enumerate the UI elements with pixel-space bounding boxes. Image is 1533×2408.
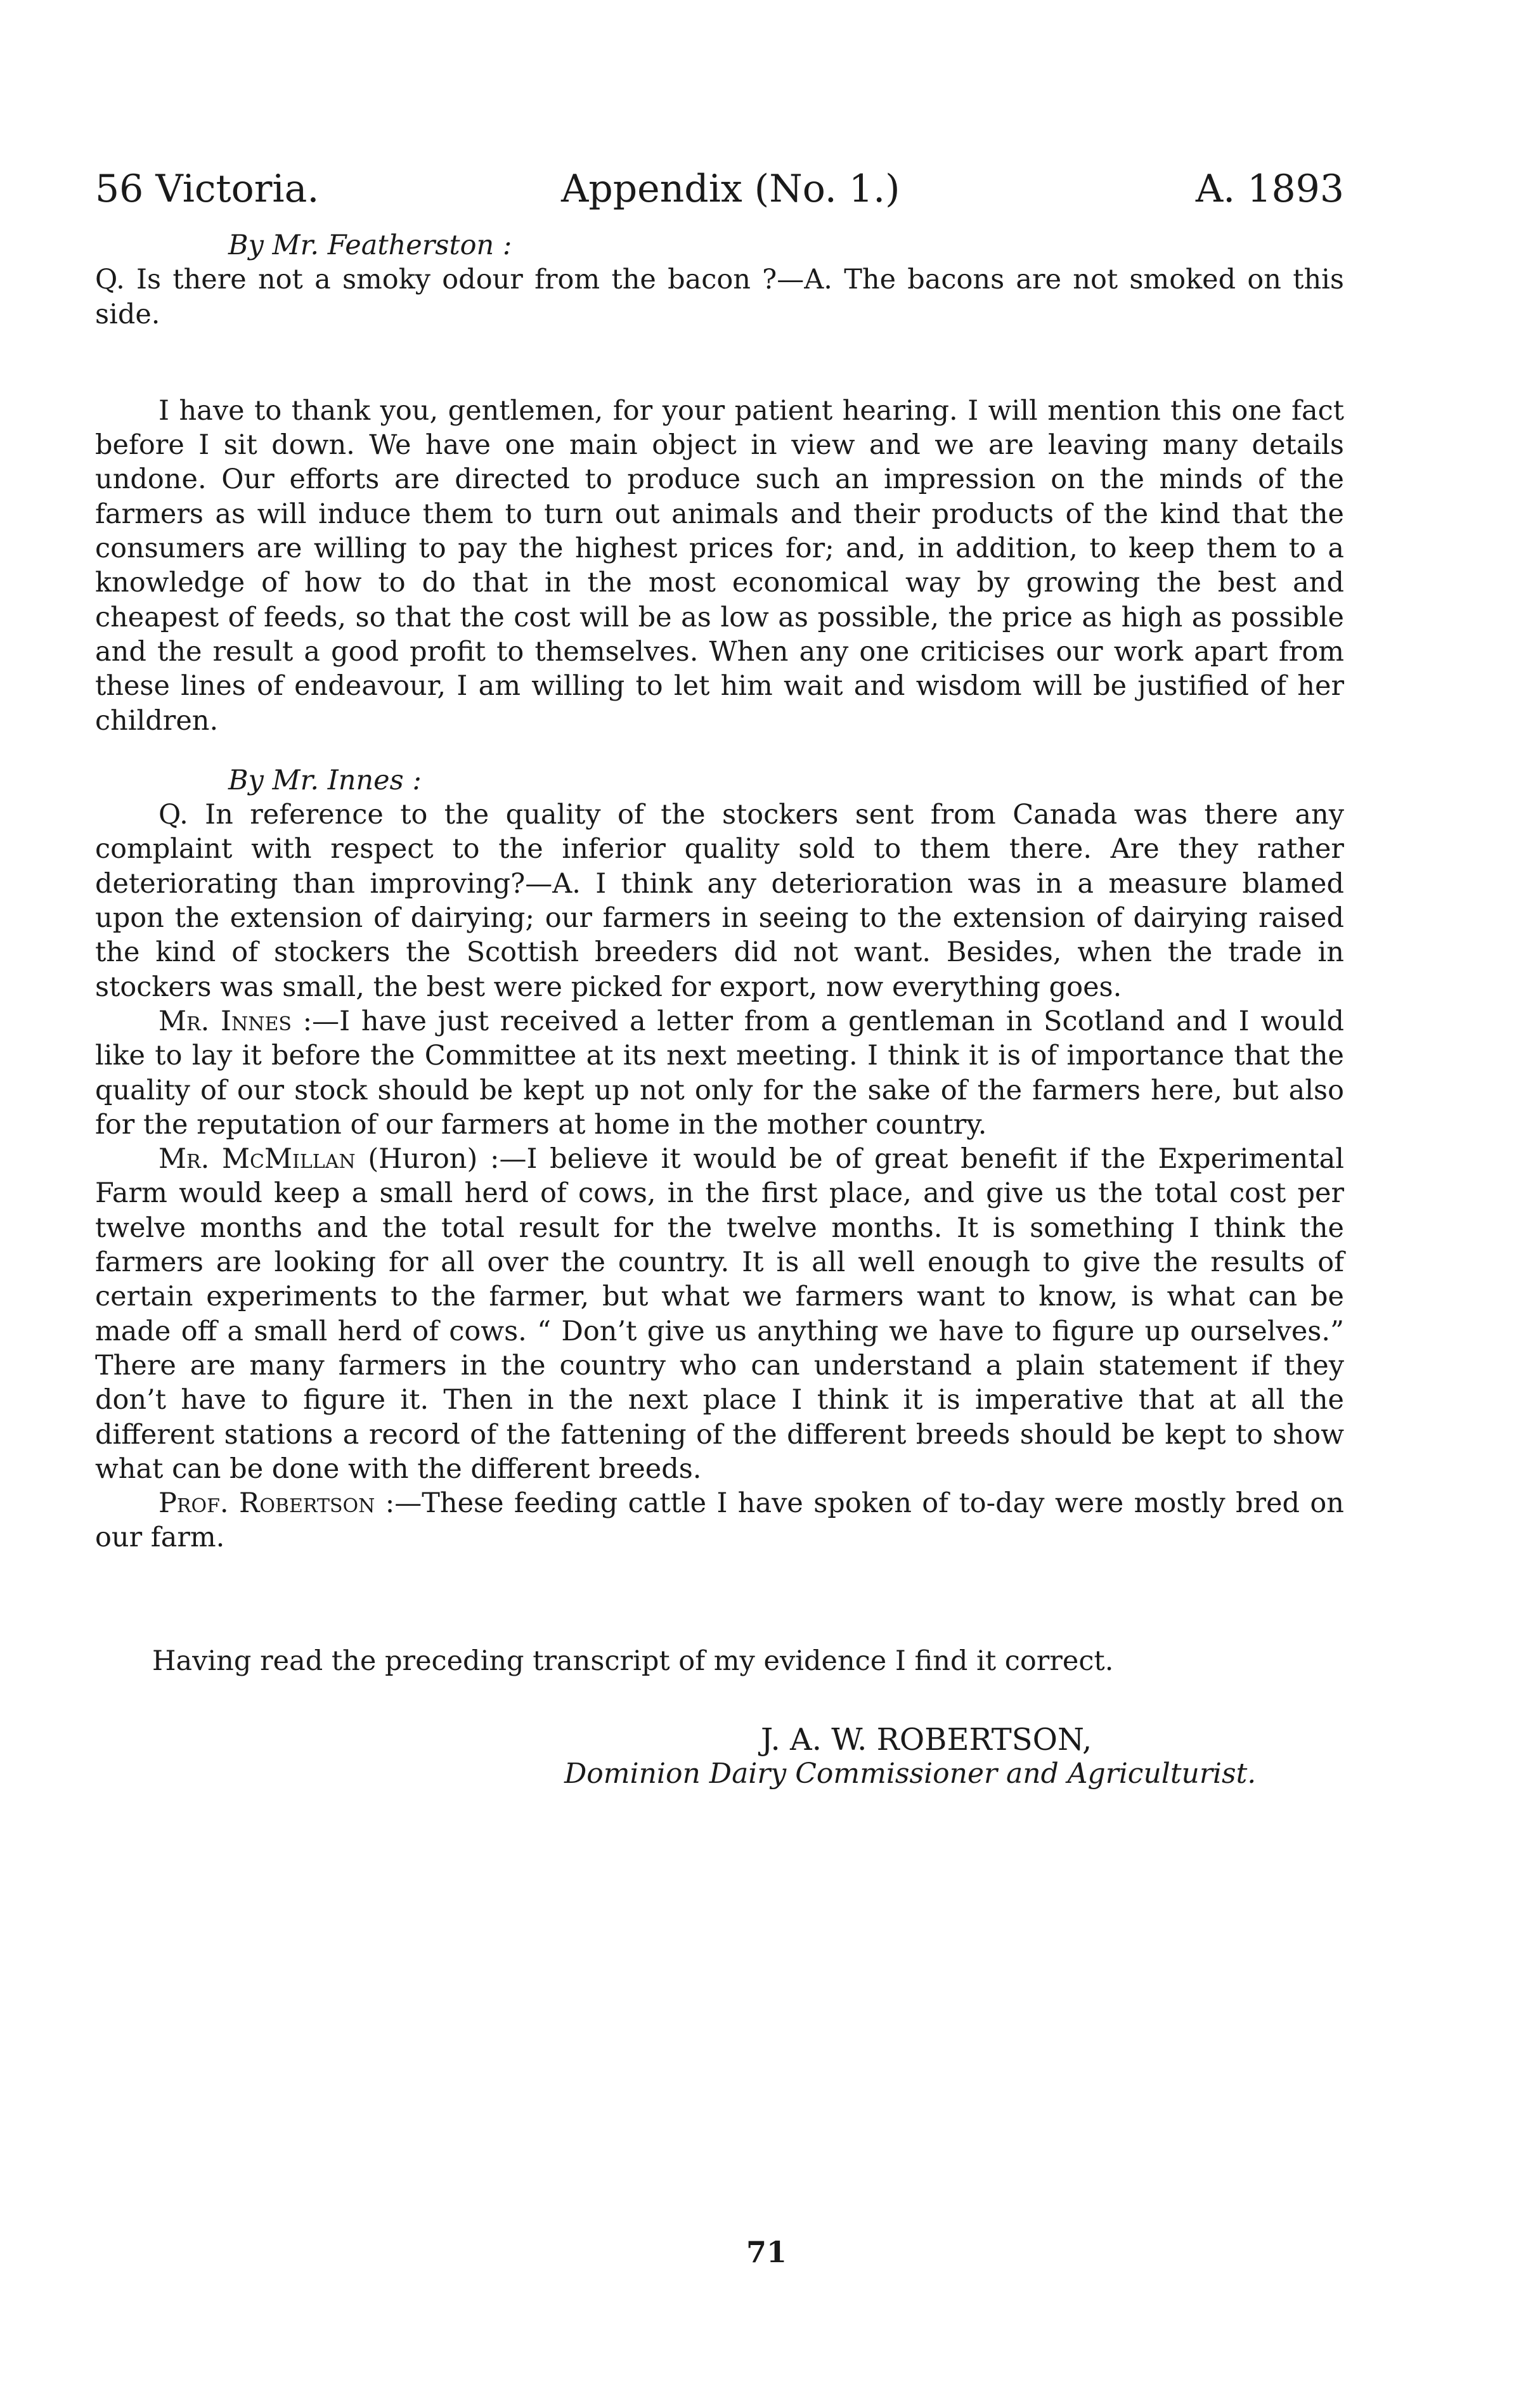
statement-robertson xyxy=(95,1486,1344,1555)
statement-robertson-text: :—These feeding cattle I have spoken of to-day were mostly bred on our farm. xyxy=(95,1487,1344,1554)
page-header xyxy=(95,164,1344,214)
header-session: 56 Victoria. xyxy=(95,167,320,211)
signature-name: J. A. W. ROBERTSON, xyxy=(761,1721,1092,1757)
header-year: A. 1893 xyxy=(1195,167,1344,211)
statement-innes-text: :—I have just received a letter from a gentleman in Scotland and I would like to lay it before the Committee at its next meeting. I think it is of importance that the quality of our stock should be kept up not only for the sake of the farmers here, but also for the reputation of our farmers at home in the mother country. xyxy=(95,1005,1345,1141)
page-number: 71 xyxy=(746,2235,787,2269)
header-appendix: Appendix (No. 1.) xyxy=(561,167,900,211)
statement-mcmillan-text: (Huron) :—I believe it would be of great benefit if the Experimental Farm would keep a small herd of cows, in the first place, and give us the total cost per twelve months and the total result for the twelve months. It is something I think the farmers are looking for all over the country. It is all well enough to give the results of certain experiments to the farmer, but what we farmers want to know, is what can be made off a small herd of cows. “ Don’t give us anything we have to figure up ourselves.” There are many farmers in the country who can understand a plain statement if they don’t have to figure it. Then in the next place I think it is imperative that at all the different stations a record of the fattening of the different breeds should be kept to show what can be done with the different breeds. xyxy=(95,1143,1344,1485)
speaker-innes: Mr. Innes xyxy=(158,1005,292,1037)
body-text xyxy=(95,228,1344,1792)
attestation: Having read the preceding transcript of my evidence I find it correct. xyxy=(152,1645,1114,1677)
question-featherston: Q. Is there not a smoky odour from the bacon ?—A. The bacons are not smoked on this side. xyxy=(95,264,1344,330)
question-innes: Q. In reference to the quality of the stockers sent from Canada was there any complaint with respect to the inferior quality sold to them there. Are they rather deteriorating than improving?—A. I think any deterioration was in a measure blamed upon the extension of dairying; our farmers in seeing to the extension of dairying raised the kind of stockers the Scottish breeders did not want. Besides, when the trade in stockers was small, the best were picked for export, now everything goes. xyxy=(95,799,1344,1003)
byline-featherston: By Mr. Featherston : xyxy=(228,230,512,261)
statement-mcmillan xyxy=(95,1142,1344,1486)
byline-innes: By Mr. Innes : xyxy=(228,764,422,796)
closing-paragraph: I have to thank you, gentlemen, for your patient hearing. I will mention this one fact before I sit down. We have one main object in view and we are leaving many details undone. Our efforts are directed to produce such an impression on the minds of the farmers as will induce them to turn out animals and their products of the kind that the consumers are willing to pay the highest prices for; and, in addition, to keep them to a knowledge of how to do that in the most economical way by growing the best and cheapest of feeds, so that the cost will be as low as possible, the price as high as possible and the result a good profit to themselves. When any one criticises our work apart from these lines of endeavour, I am willing to let him wait and wisdom will be justified of her children. xyxy=(95,394,1344,737)
signature-title: Dominion Dairy Commissioner and Agriculturist. xyxy=(564,1757,1257,1790)
speaker-robertson: Prof. Robertson xyxy=(158,1487,375,1520)
statement-innes xyxy=(95,1004,1344,1142)
speaker-mcmillan: Mr. McMillan xyxy=(158,1143,356,1175)
